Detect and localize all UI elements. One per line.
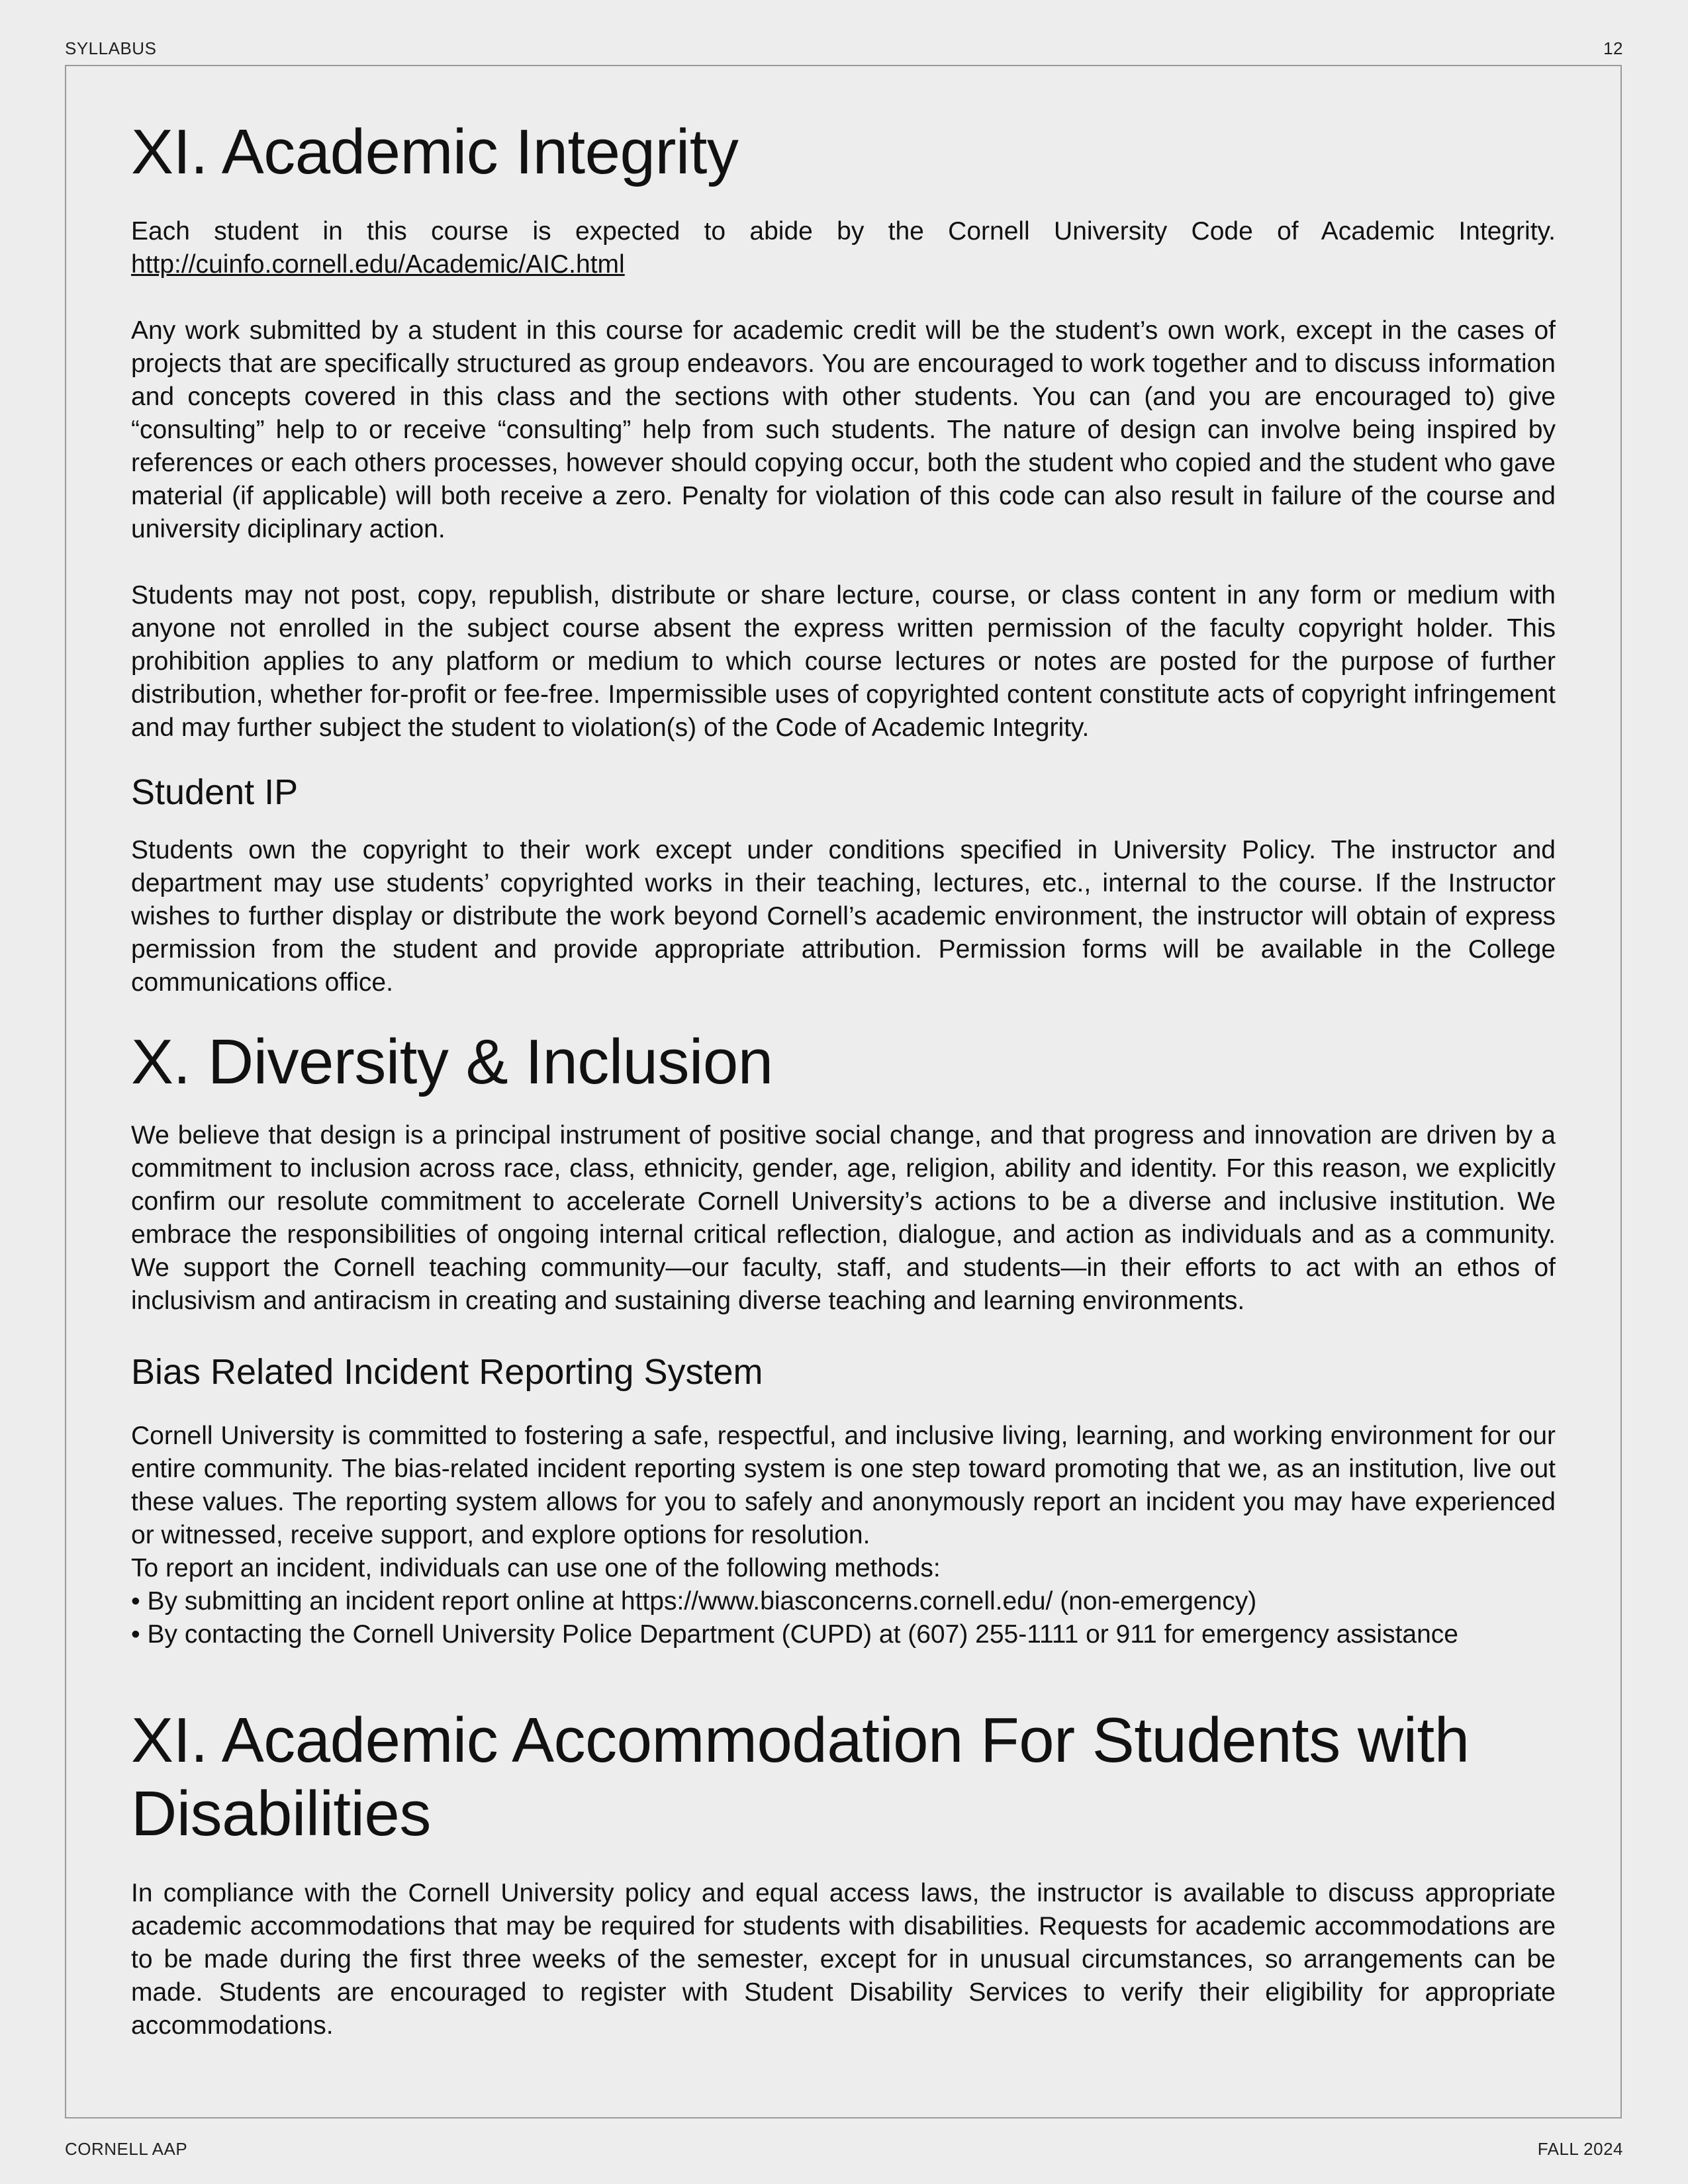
page-content bbox=[131, 116, 1556, 2042]
academic-integrity-content-sharing-paragraph: Students may not post, copy, republish, distribute or share lecture, course, or class content in any form or medium with anyone not enrolled in the subject course absent the express written permission of the faculty copyright holder. This prohibition applies to any platform or medium to which course lectures or notes are posted for the purpose of further distribution, whether for-profit or fee-free. Impermissible uses of copyrighted content constitute acts of copyright infringement and may further subject the student to violation(s) of the Code of Academic Integrity. bbox=[131, 581, 1556, 743]
academic-integrity-code-link[interactable]: http://cuinfo.cornell.edu/Academic/AIC.html bbox=[131, 250, 625, 279]
running-header-label: SYLLABUS bbox=[65, 38, 157, 58]
bias-reporting-paragraph: Cornell University is committed to fostering a safe, respectful, and inclusive living, learning, and working environment for our entire community. The bias-related incident reporting system is one step toward promoting that we, as an institution, live out these values. The reporting system allows for you to safely and anonymously report an incident you may have experienced or witnessed, receive support, and explore options for resolution. bbox=[131, 1422, 1556, 1550]
diversity-inclusion-heading: X. Diversity & Inclusion bbox=[131, 1026, 773, 1098]
report-method-online: • By submitting an incident report online at https://www.biasconcerns.cornell.edu/ (non-emergency) bbox=[131, 1587, 1257, 1616]
report-method-police: • By contacting the Cornell University Police Department (CUPD) at (607) 255-1111 or 911 for emergency assistance bbox=[131, 1620, 1458, 1649]
accommodation-paragraph: In compliance with the Cornell University policy and equal access laws, the instructor is available to discuss appropriate academic accommodations that may be required for students with disabilities. Requests for academic accommodations are to be made during the first three weeks of the semester, except for in unusual circumstances, so arrangements can be made. Students are encouraged to register with Student Disability Services to verify their eligibility for appropriate accommodations. bbox=[131, 1879, 1556, 2040]
academic-integrity-own-work-paragraph: Any work submitted by a student in this course for academic credit will be the student’s own work, except in the cases of projects that are specifically structured as group endeavors. You are encouraged to work together and to discuss information and concepts covered in this class and the sections with other students. You can (and you are encouraged to) give “consulting” help to or receive “consulting” help from such students. The nature of design can involve being inspired by references or each others processes, however should copying occur, both the student who copied and the student who gave material (if applicable) will both receive a zero. Penalty for violation of this code can also result in failure of the course and university diciplinary action. bbox=[131, 316, 1556, 544]
report-intro-line: To report an incident, individuals can use one of the following methods: bbox=[131, 1554, 941, 1583]
academic-integrity-intro-text: Each student in this course is expected to abide by the Cornell University Code of Academic Integrity. bbox=[131, 217, 1556, 246]
academic-integrity-heading: XI. Academic Integrity bbox=[131, 116, 739, 187]
running-footer-label: CORNELL AAP bbox=[65, 2139, 188, 2159]
student-ip-paragraph: Students own the copyright to their work except under conditions specified in University Policy. The instructor and department may use students’ copyrighted works in their teaching, lectures, etc., internal to the course. If the Instructor wishes to further display or distribute the work beyond Cornell’s academic environment, the instructor will obtain of express permission from the student and provide appropriate attribution. Permission forms will be available in the College communications office. bbox=[131, 836, 1556, 997]
student-ip-heading: Student IP bbox=[131, 772, 299, 813]
bias-reporting-heading: Bias Related Incident Reporting System bbox=[131, 1351, 763, 1392]
academic-integrity-intro bbox=[131, 215, 1556, 281]
accommodation-heading: XI. Academic Accommodation For Students with Disabilities bbox=[131, 1705, 1470, 1849]
page-number: 12 bbox=[1603, 38, 1623, 58]
diversity-inclusion-paragraph: We believe that design is a principal instrument of positive social change, and that progress and innovation are driven by a commitment to inclusion across race, class, ethnicity, gender, age, religion, ability and identity. For this reason, we explicitly confirm our resolute commitment to accelerate Cornell University’s actions to be a diverse and inclusive institution. We embrace the responsibilities of ongoing internal critical reflection, dialogue, and action as individuals and as a community. We support the Cornell teaching community—our faculty, staff, and students—in their efforts to act with an ethos of inclusivism and antiracism in creating and sustaining diverse teaching and learning environments. bbox=[131, 1120, 1556, 1315]
running-footer-term: FALL 2024 bbox=[1537, 2139, 1623, 2159]
